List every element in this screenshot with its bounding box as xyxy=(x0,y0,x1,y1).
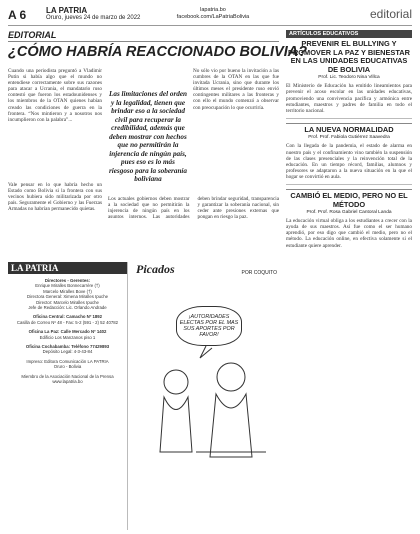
page-header xyxy=(8,4,412,26)
section-label: editorial xyxy=(369,7,412,21)
article-body: La educación virtual obliga a los estudiantes a crecer con la ayuda de sus maestros. Así fue como el ser humano aprendió, por eso digo que cambió el medio, pero no el método. La educación online, en efectiva solamente si el estudiante quiere aprender. xyxy=(286,218,412,249)
issue-date: Oruro, jueves 24 de marzo de 2022 xyxy=(46,15,141,21)
website[interactable]: lapatria.bo xyxy=(200,7,226,13)
staff-line: Casilla de Correo Nº 48 - Fax: 5-2 (591 - 2) 52 40782 xyxy=(16,319,119,325)
staff-line: Oficina Cochabamba: Teléfono 77429893 xyxy=(25,344,110,350)
article-title: LA NUEVA NORMALIDAD xyxy=(286,123,412,135)
staff-logo: LA PATRIA xyxy=(8,262,127,274)
editorial-title: ¿CÓMO HABRÍA REACCIONADO BOLIVIA? xyxy=(8,44,308,60)
editorial-tag: EDITORIAL xyxy=(8,30,279,42)
staff-line: Oficina La Paz: Calle Mercado Nº 1402 xyxy=(28,329,107,335)
page-number: A 6 xyxy=(8,8,27,22)
header-center-info xyxy=(158,7,268,21)
article-title: CAMBIÓ EL MEDIO, PERO NO EL MÉTODO xyxy=(286,189,412,209)
cartoon-drawing xyxy=(136,262,279,530)
staff-line: Marcelo Miralles Bove (†) xyxy=(43,288,92,294)
staff-line: Edificio Los Manzanos piso 1 xyxy=(39,334,96,340)
article-tag: ARTÍCULOS EDUCATIVOS xyxy=(286,30,412,38)
article-byline: Prof. Lic. Teodoro Nina Villca xyxy=(318,75,380,81)
editorial-article xyxy=(8,30,308,256)
cartoon xyxy=(136,262,279,530)
cartoon-title: Picados xyxy=(136,262,175,276)
facebook-link[interactable]: facebook.com/LaPatriaBolivia xyxy=(176,14,250,20)
pull-quote: Las limitaciones del orden y la legalidad, tienen que brindar eso a la sociedad civil para recuperar la credibilidad, además que deben mostrar con hechos que no permitirán la injerencia de ningún país, pues eso es lo más riesgoso para la soberanía boliviana xyxy=(108,90,188,183)
staff-line: Enrique Miralles Bonnecarrère (†) xyxy=(35,283,100,289)
staff-line: Miembro de la Asociación Nacional de la Prensa xyxy=(21,373,114,379)
staff-line: Impreso: Editora Comunicación LA PATRIA xyxy=(26,358,109,364)
staff-box xyxy=(8,262,128,530)
paper-name: LA PATRIA xyxy=(46,6,88,15)
article-title: PREVENIR EL BULLYING Y PROMOVER LA PAZ Y BIENESTAR EN LAS UNIDADES EDUCATIVAS DE BOLIVIA xyxy=(288,39,410,74)
article-body: El Ministerio de Educación ha emitido lineamientos para prevenir el acoso escolar en las unidades educativas, promoviendo una convivencia pacífica y armónica entre estudiantes, maestros y padres de familia en todo el territorio nacional. xyxy=(286,83,412,114)
editorial-bottom-2: Los actuales gobiernos deben mostrar a la sociedad que no permitirán la injerencia de ningún país en los asuntos internos. Las autoridades deben brindar seguridad, transparencia y garantizar la soberanía nacional, sin ceder ante presiones externas que pongan en riesgo la paz. xyxy=(108,196,279,221)
right-column xyxy=(286,30,412,249)
staff-line: Jefe de Redacción: Lic. Orlando Andrade xyxy=(28,305,107,311)
editorial-bottom-1: Vale pensar en lo que habría hecho un Estado como Bolivia si la frontera con sus vecinos hubiera sido militarizada por otro país. Seguramente el Gobierno y las Fuerzas Armadas no habrían permanecido quietas. xyxy=(8,182,102,213)
staff-line: Director: Marcelo Miralles Ipuche xyxy=(36,299,99,305)
article-byline: Prof. Prof. Fabiola Gutiérrez Saavedra xyxy=(308,135,390,141)
staff-line: Depósito Legal: 4-3-43-84 xyxy=(42,349,93,355)
staff-line: Oficina Central: Camacho Nº 1892 xyxy=(32,314,103,320)
staff-line: Directores - Gerentes: xyxy=(44,278,91,283)
cartoon-credit: POR COQUITO xyxy=(241,270,277,276)
staff-line: Oruro - Bolivia xyxy=(53,364,82,370)
article-body: Con la llegada de la pandemia, el estado de alarma en nuestro país y el confinamiento vino también la suspensión de las clases presenciales y la reinvención total de la educación. En un tiempo récord, familias, alumnos y profesores se adaptaron a la nueva situación en la que el hogar se convirtió en aula. xyxy=(286,143,412,180)
editorial-col-1: Cuando una periodista preguntó a Vladimir Putin si había algo que el mundo no entendiese correctamente sobre sus razones para atacar a Ucrania, el mandatario ruso contestó que fueron los estadounidenses y los miembros de la OTAN quienes habían creado las condiciones de guerra en la frontera. “Nos mintieron y a nosotros nos incumplieron con la palabra”... xyxy=(8,68,102,123)
article-byline: Prof. Prof. Rosa Gabriel Cantoral Landa xyxy=(306,210,392,216)
staff-website[interactable]: www.lapatria.bo xyxy=(52,379,83,385)
editorial-col-3: No sólo vio por bueno la invitación a las cumbres de la OTAN en las que fue invitada Ucrania, sino que durante los últimos meses el presidente ruso envió contingentes militares a las fronteras y con ello el mundo comenzó a observar con preocupación lo que ocurriría. xyxy=(193,68,279,111)
speech-bubble: ¡AUTORIDADES ELECTAS POR EL MAS SUS APORTES POR FAVOR! xyxy=(176,306,242,346)
staff-line: Directora General: Ximena Miralles Ipuche xyxy=(27,294,108,300)
